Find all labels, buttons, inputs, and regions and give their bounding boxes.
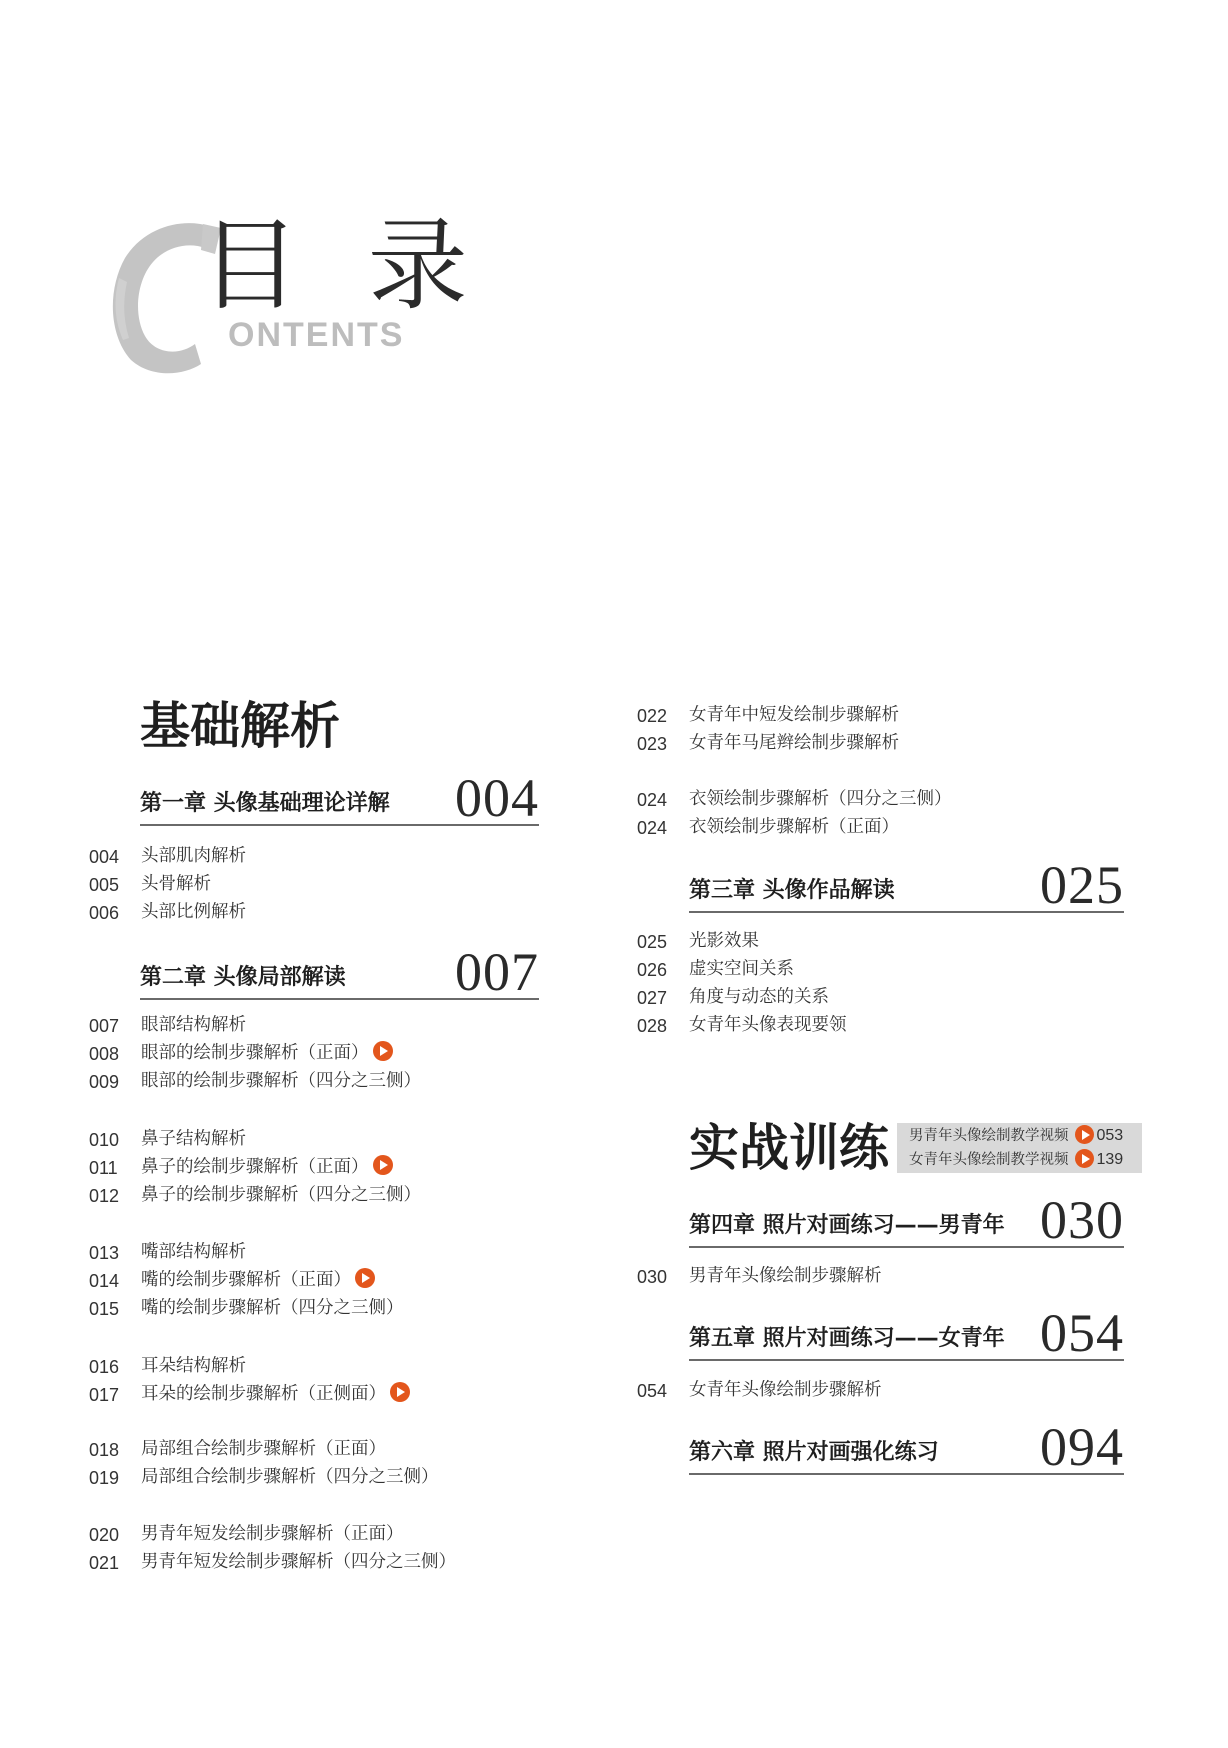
- video-page: 053: [1096, 1127, 1124, 1144]
- entry-title: 嘴的绘制步骤解析（四分之三侧）: [141, 1298, 404, 1318]
- entry-page: 028: [637, 1016, 668, 1036]
- entry-title: 鼻子的绘制步骤解析（四分之三侧）: [141, 1185, 421, 1205]
- chapter-heading-1[interactable]: [140, 768, 539, 826]
- chapter-page-number: 054: [1040, 1303, 1124, 1363]
- chapter-page-number: 094: [1040, 1417, 1124, 1477]
- entry-title: 嘴部结构解析: [141, 1242, 246, 1262]
- entry-page: 005: [89, 875, 120, 895]
- entry-title: 头部比例解析: [141, 902, 246, 922]
- play-circle-icon[interactable]: [373, 1155, 393, 1175]
- chapter-page-number: 025: [1040, 855, 1124, 915]
- entry-title: 虚实空间关系: [689, 959, 794, 979]
- entry-page: 019: [89, 1468, 120, 1488]
- play-circle-icon[interactable]: [390, 1382, 410, 1402]
- video-page: 139: [1096, 1151, 1124, 1168]
- entry-title: 眼部的绘制步骤解析（四分之三侧）: [141, 1071, 421, 1091]
- chapter-heading-4[interactable]: [689, 1190, 1124, 1248]
- entry-page: 015: [89, 1299, 120, 1319]
- entry-title: 衣领绘制步骤解析（四分之三侧）: [689, 789, 952, 809]
- entry-title: 女青年头像绘制步骤解析: [689, 1380, 882, 1400]
- chapter-label: 第三章 头像作品解读: [689, 878, 895, 903]
- entry-title: 局部组合绘制步骤解析（正面）: [141, 1439, 386, 1459]
- entry-page: 006: [89, 903, 120, 923]
- page-subtitle: ONTENTS: [228, 316, 405, 354]
- entry-title: 女青年中短发绘制步骤解析: [689, 705, 899, 725]
- chapter-page-number: 007: [455, 942, 539, 1002]
- chapter-label: 第一章 头像基础理论详解: [140, 791, 390, 816]
- entry-page: 023: [637, 734, 668, 754]
- chapter-heading-6[interactable]: [689, 1417, 1124, 1475]
- entry-page: 024: [637, 818, 668, 838]
- entry-page: 016: [89, 1357, 120, 1377]
- chapter-label: 第五章 照片对画练习——女青年: [689, 1326, 1005, 1351]
- video-list: [897, 1123, 1142, 1173]
- entry-page: 054: [637, 1381, 668, 1401]
- entry-page: 011: [89, 1158, 118, 1178]
- entry-page: 007: [89, 1016, 120, 1036]
- chapter-heading-5[interactable]: [689, 1303, 1124, 1361]
- entry-title: 鼻子结构解析: [141, 1129, 246, 1149]
- entry-page: 022: [637, 706, 668, 726]
- entry-page: 013: [89, 1243, 120, 1263]
- entry-page: 012: [89, 1186, 120, 1206]
- video-link[interactable]: [909, 1125, 1123, 1149]
- entry-title: 光影效果: [689, 931, 759, 951]
- video-title: 女青年头像绘制教学视频: [909, 1152, 1069, 1168]
- chapter-label: 第二章 头像局部解读: [140, 965, 346, 990]
- play-circle-icon[interactable]: [373, 1041, 393, 1061]
- entry-title: 耳朵的绘制步骤解析（正侧面）: [141, 1384, 386, 1404]
- entry-title: 头部肌肉解析: [141, 846, 246, 866]
- section-title-basics: 基础解析: [140, 697, 340, 755]
- chapter-page-number: 030: [1040, 1190, 1124, 1250]
- play-circle-icon[interactable]: [1075, 1125, 1094, 1144]
- entry-page: 025: [637, 932, 668, 952]
- entry-title: 眼部的绘制步骤解析（正面）: [141, 1043, 369, 1063]
- entry-page: 014: [89, 1271, 120, 1291]
- entry-title: 女青年马尾辫绘制步骤解析: [689, 733, 899, 753]
- entry-page: 008: [89, 1044, 120, 1064]
- entry-page: 027: [637, 988, 668, 1008]
- entry-page: 024: [637, 790, 668, 810]
- play-circle-icon[interactable]: [355, 1268, 375, 1288]
- entry-title: 角度与动态的关系: [689, 987, 829, 1007]
- entry-title: 衣领绘制步骤解析（正面）: [689, 817, 899, 837]
- chapter-label: 第六章 照片对画强化练习: [689, 1440, 939, 1465]
- entry-page: 021: [89, 1553, 120, 1573]
- section-title-practice: 实战训练: [689, 1119, 889, 1177]
- entry-page: 009: [89, 1072, 120, 1092]
- entry-title: 嘴的绘制步骤解析（正面）: [141, 1270, 351, 1290]
- chapter-page-number: 004: [455, 768, 539, 828]
- entry-title: 眼部结构解析: [141, 1015, 246, 1035]
- entry-page: 030: [637, 1267, 668, 1287]
- entry-page: 004: [89, 847, 120, 867]
- entry-page: 018: [89, 1440, 120, 1460]
- entry-title: 男青年头像绘制步骤解析: [689, 1266, 882, 1286]
- entry-title: 女青年头像表现要领: [689, 1015, 847, 1035]
- entry-page: 020: [89, 1525, 120, 1545]
- entry-title: 鼻子的绘制步骤解析（正面）: [141, 1157, 369, 1177]
- entry-page: 017: [89, 1385, 120, 1405]
- entry-title: 头骨解析: [141, 874, 211, 894]
- chapter-heading-3[interactable]: [689, 855, 1124, 913]
- page-title: 目 录: [200, 207, 486, 324]
- entry-title: 男青年短发绘制步骤解析（四分之三侧）: [141, 1552, 456, 1572]
- entry-title: 男青年短发绘制步骤解析（正面）: [141, 1524, 404, 1544]
- chapter-label: 第四章 照片对画练习——男青年: [689, 1213, 1005, 1238]
- entry-title: 局部组合绘制步骤解析（四分之三侧）: [141, 1467, 439, 1487]
- video-link[interactable]: [909, 1149, 1123, 1173]
- video-title: 男青年头像绘制教学视频: [909, 1128, 1069, 1144]
- entry-page: 026: [637, 960, 668, 980]
- chapter-heading-2[interactable]: [140, 942, 539, 1000]
- play-circle-icon[interactable]: [1075, 1149, 1094, 1168]
- entry-page: 010: [89, 1130, 120, 1150]
- entry-title: 耳朵结构解析: [141, 1356, 246, 1376]
